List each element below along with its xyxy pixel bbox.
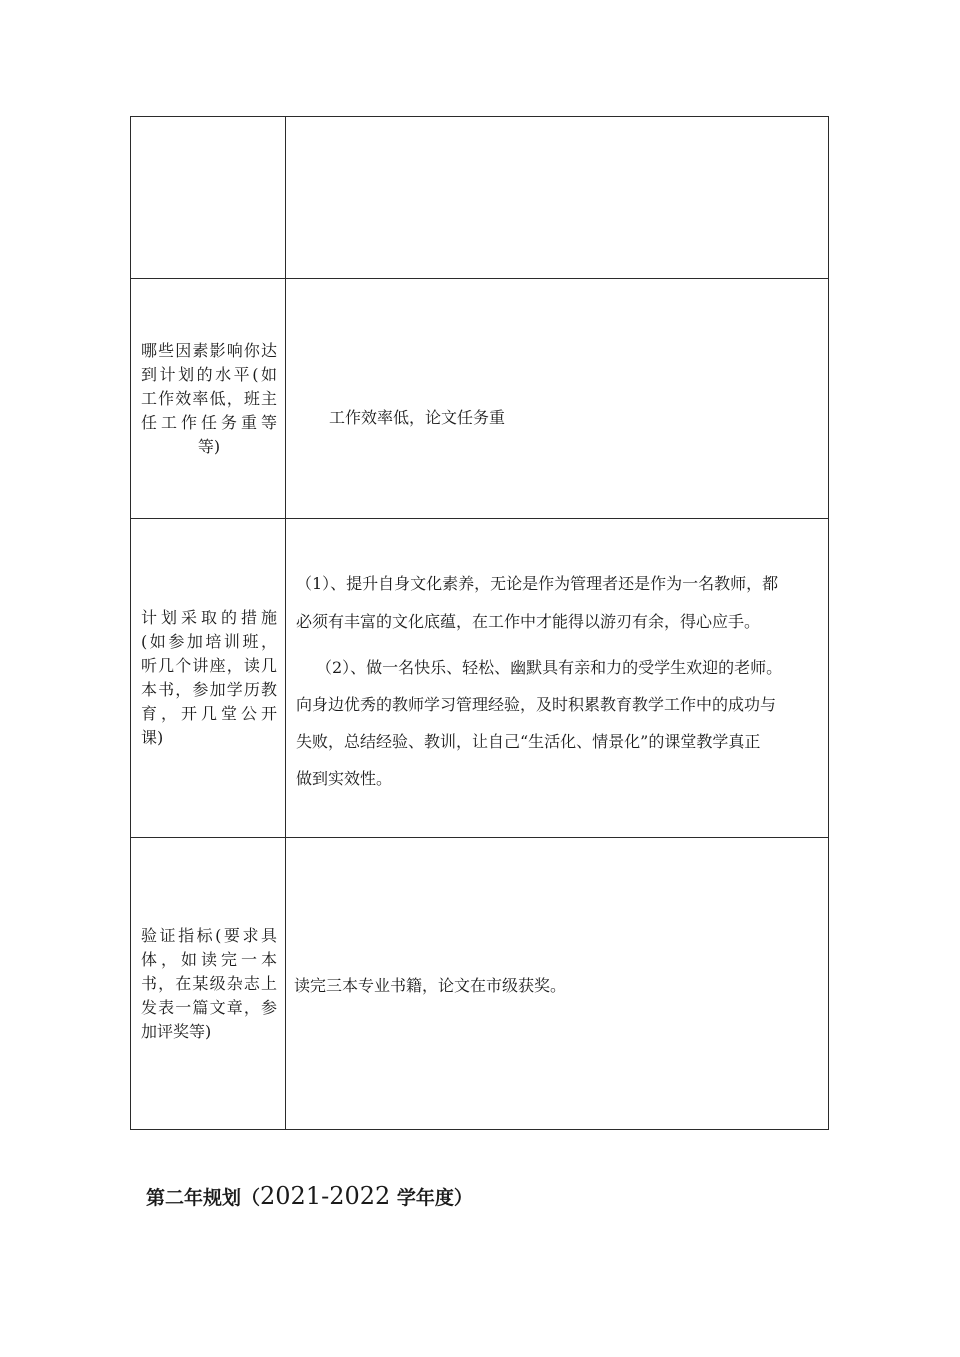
measure-paragraph-2 xyxy=(286,656,828,791)
label-line: 到计划的水平(如 xyxy=(141,364,277,384)
influencing-factors-text: 工作效率低，论文任务重 xyxy=(329,408,506,427)
row-label-cell xyxy=(131,519,286,838)
planned-measures-label xyxy=(131,606,285,750)
paragraph-line: （2）、做一名快乐、轻松、幽默具有亲和力的受学生欢迎的老师。 xyxy=(316,658,783,677)
label-line: 加评奖等) xyxy=(141,1021,212,1041)
label-line: 验证指标(要求具 xyxy=(141,925,277,945)
label-line: 哪些因素影响你达 xyxy=(141,340,277,360)
label-line: 体，如读完一本 xyxy=(141,949,277,969)
measure-paragraph-1 xyxy=(286,572,828,634)
label-line: 本书，参加学历教 xyxy=(141,680,277,699)
heading-prefix: 第二年规划（ xyxy=(146,1187,261,1209)
label-line: 发表一篇文章，参 xyxy=(141,997,277,1017)
row-content-cell xyxy=(286,519,829,838)
paragraph-line: （1）、提升自身文化素养，无论是作为管理者还是作为一名教师，都 xyxy=(296,574,779,593)
paragraph-line: 失败，总结经验、教训，让自己“生活化、情景化”的课堂教学真正 xyxy=(296,732,761,751)
plan-table xyxy=(130,116,829,1130)
row-label-cell xyxy=(131,117,286,279)
heading-suffix: 学年度） xyxy=(390,1187,473,1209)
second-year-plan-heading xyxy=(146,1182,473,1210)
paragraph-line: 必须有丰富的文化底蕴，在工作中才能得以游刃有余，得心应手。 xyxy=(296,612,761,631)
label-line: 课) xyxy=(141,728,164,747)
label-line: 任工作任务重等 xyxy=(141,412,277,432)
paragraph-line: 做到实效性。 xyxy=(296,769,393,788)
table-row xyxy=(131,279,829,519)
row-label-cell xyxy=(131,838,286,1130)
label-line: (如参加培训班， xyxy=(141,632,277,651)
verification-indicators-label xyxy=(131,924,285,1044)
label-line: 育，开几堂公开 xyxy=(141,704,277,723)
label-line: 书，在某级杂志上 xyxy=(141,973,277,993)
label-line: 听几个讲座，读几 xyxy=(141,656,277,675)
label-line: 工作效率低，班主 xyxy=(141,388,277,408)
label-line: 计划采取的措施 xyxy=(141,608,277,627)
table-row xyxy=(131,519,829,838)
row-content-cell xyxy=(286,279,829,519)
label-line: 等) xyxy=(197,436,221,456)
heading-year: 2021-2022 xyxy=(260,1182,391,1210)
influencing-factors-label xyxy=(131,339,285,459)
row-content-cell xyxy=(286,117,829,279)
table-row xyxy=(131,117,829,279)
table-row xyxy=(131,838,829,1130)
row-label-cell xyxy=(131,279,286,519)
verification-indicators-text: 读完三本专业书籍，论文在市级获奖。 xyxy=(294,976,567,995)
paragraph-line: 向身边优秀的教师学习管理经验，及时积累教育教学工作中的成功与 xyxy=(296,695,777,714)
row-content-cell xyxy=(286,838,829,1130)
